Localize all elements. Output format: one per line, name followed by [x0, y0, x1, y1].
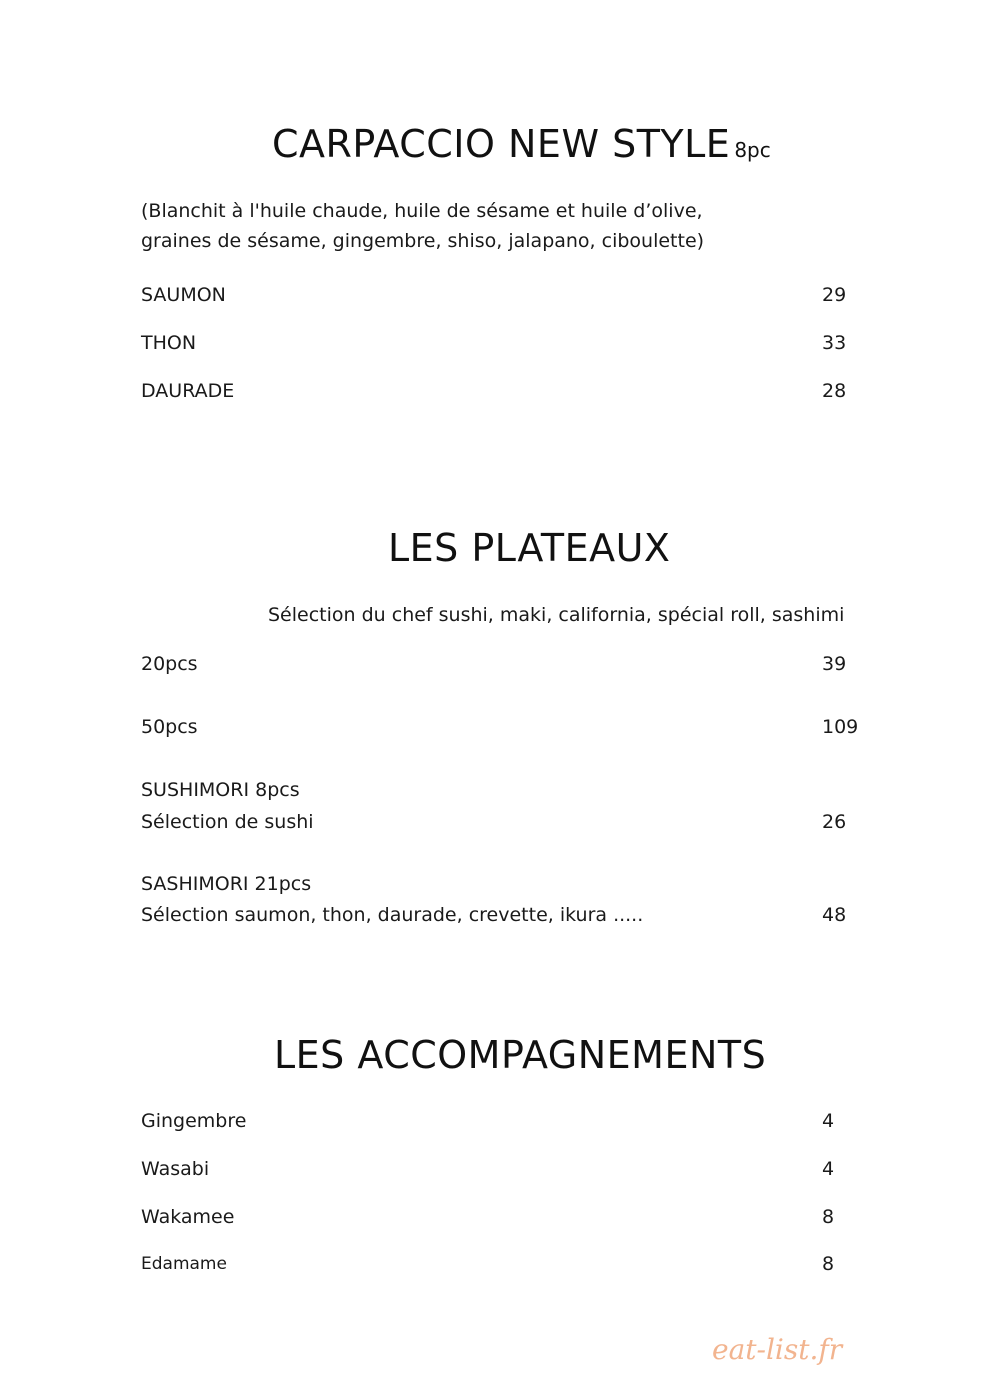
menu-price-edamame: 8 [822, 1253, 835, 1275]
menu-item-50pcs: 50pcs [141, 716, 198, 738]
menu-item-wasabi: Wasabi [141, 1158, 210, 1180]
carpaccio-title: CARPACCIO NEW STYLE [272, 122, 731, 166]
menu-price-50pcs: 109 [822, 716, 859, 738]
menu-price-sushimori: 26 [822, 811, 847, 833]
menu-price-20pcs: 39 [822, 653, 847, 675]
plateaux-subtitle: Sélection du chef sushi, maki, california, spécial roll, sashimi [268, 604, 845, 626]
menu-item-20pcs: 20pcs [141, 653, 198, 675]
section-title-carpaccio [272, 122, 771, 166]
menu-price-wakamee: 8 [822, 1206, 835, 1228]
menu-price-gingembre: 4 [822, 1110, 835, 1132]
watermark-eat-list: eat-list.fr [712, 1333, 843, 1366]
menu-item-thon: THON [141, 332, 197, 354]
menu-item-edamame: Edamame [141, 1254, 227, 1274]
menu-price-thon: 33 [822, 332, 847, 354]
menu-item-sushimori-detail: Sélection de sushi [141, 811, 314, 833]
menu-item-gingembre: Gingembre [141, 1110, 247, 1132]
carpaccio-unit: 8pc [734, 138, 771, 162]
menu-item-sashimori-detail: Sélection saumon, thon, daurade, crevette, ikura ..... [141, 904, 644, 926]
section-title-plateaux: LES PLATEAUX [388, 526, 671, 570]
carpaccio-description-line-2: graines de sésame, gingembre, shiso, jalapano, ciboulette) [141, 230, 705, 252]
menu-item-saumon: SAUMON [141, 284, 226, 306]
carpaccio-description-line-1: (Blanchit à l'huile chaude, huile de sésame et huile d’olive, [141, 200, 703, 222]
menu-price-wasabi: 4 [822, 1158, 835, 1180]
menu-price-saumon: 29 [822, 284, 847, 306]
menu-price-daurade: 28 [822, 380, 847, 402]
menu-item-sashimori: SASHIMORI 21pcs [141, 873, 312, 895]
menu-item-daurade: DAURADE [141, 380, 235, 402]
menu-price-sashimori: 48 [822, 904, 847, 926]
menu-item-sushimori: SUSHIMORI 8pcs [141, 779, 300, 801]
section-title-accompagnements: LES ACCOMPAGNEMENTS [274, 1033, 767, 1077]
menu-item-wakamee: Wakamee [141, 1206, 235, 1228]
